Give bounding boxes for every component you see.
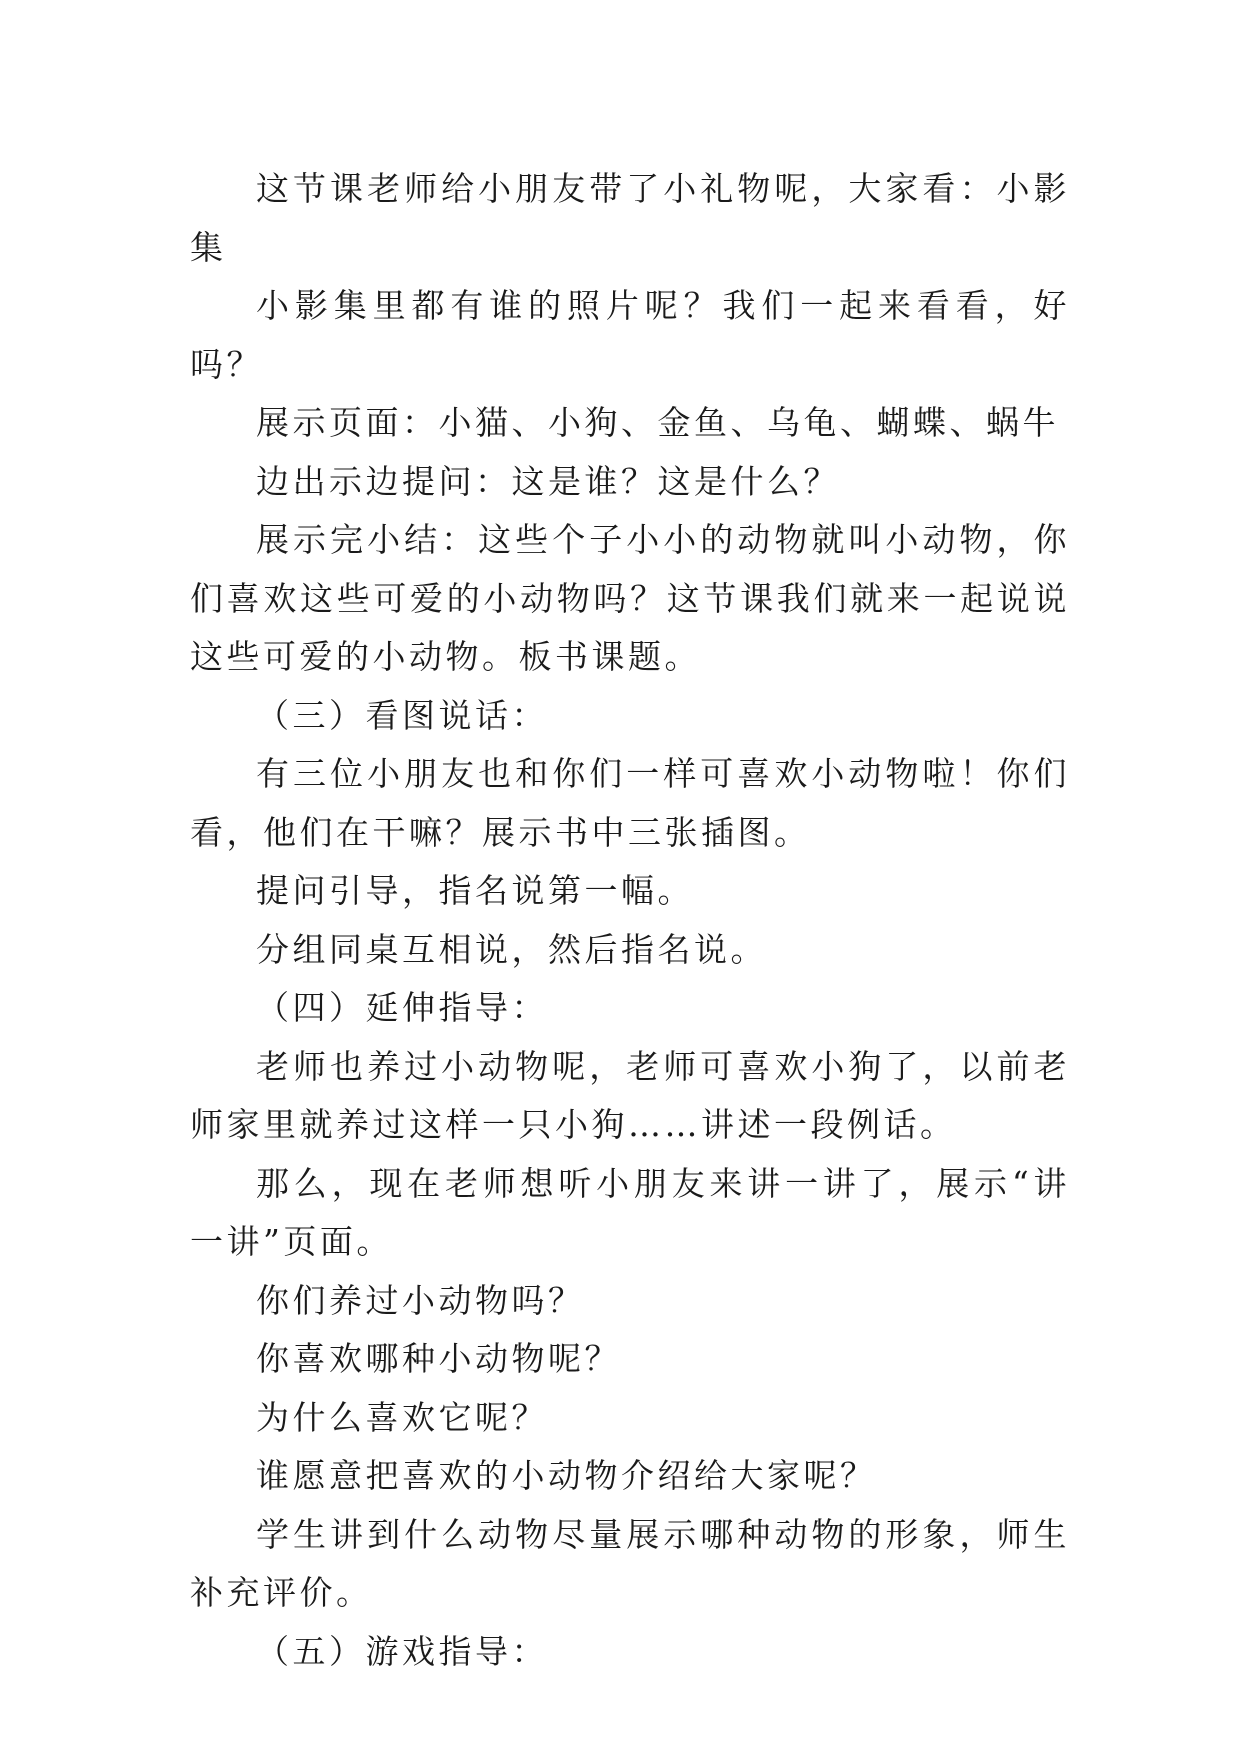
section-heading-4: （四）延伸指导： [256,988,548,1027]
paragraph-ask-questions: 边出示边提问：这是谁？这是什么？ [256,461,840,501]
paragraph-question-raised: 你们养过小动物吗？ [256,1280,585,1320]
document-body [190,160,1070,1681]
paragraph-guide-first: 提问引导，指名说第一幅。 [256,871,694,910]
paragraph-question-favorite: 你喜欢哪种小动物呢？ [256,1339,621,1378]
paragraph-group-talk: 分组同桌互相说，然后指名说。 [256,929,767,969]
paragraph-show-animals: 展示页面：小猫、小狗、金鱼、乌龟、蝴蝶、蜗牛 [256,403,1059,442]
paragraph-question-why: 为什么喜欢它呢？ [256,1397,548,1437]
section-heading-5: （五）游戏指导： [256,1631,548,1671]
paragraph-teacher-dog: 老师也养过小动物呢，老师可喜欢小狗了，以前老师家里就养过这样一只小狗……讲述一段例话。 [190,1046,1070,1144]
paragraph-summary: 展示完小结：这些个子小小的动物就叫小动物，你们喜欢这些可爱的小动物吗？这节课我们就来一起说说这些可爱的小动物。板书课题。 [190,520,1070,676]
paragraph-gift-intro: 这节课老师给小朋友带了小礼物呢，大家看：小影集 [190,169,1070,267]
paragraph-album-question: 小影集里都有谁的照片呢？我们一起来看看，好吗？ [190,286,1070,384]
paragraph-student-talk: 学生讲到什么动物尽量展示哪种动物的形象，师生补充评价。 [190,1514,1070,1612]
paragraph-three-friends: 有三位小朋友也和你们一样可喜欢小动物啦！你们看，他们在干嘛？展示书中三张插图。 [190,754,1070,852]
paragraph-question-introduce: 谁愿意把喜欢的小动物介绍给大家呢？ [256,1456,877,1495]
section-heading-3: （三）看图说话： [256,695,548,735]
paragraph-talk-page: 那么，现在老师想听小朋友来讲一讲了，展示“讲一讲”页面。 [190,1163,1070,1261]
